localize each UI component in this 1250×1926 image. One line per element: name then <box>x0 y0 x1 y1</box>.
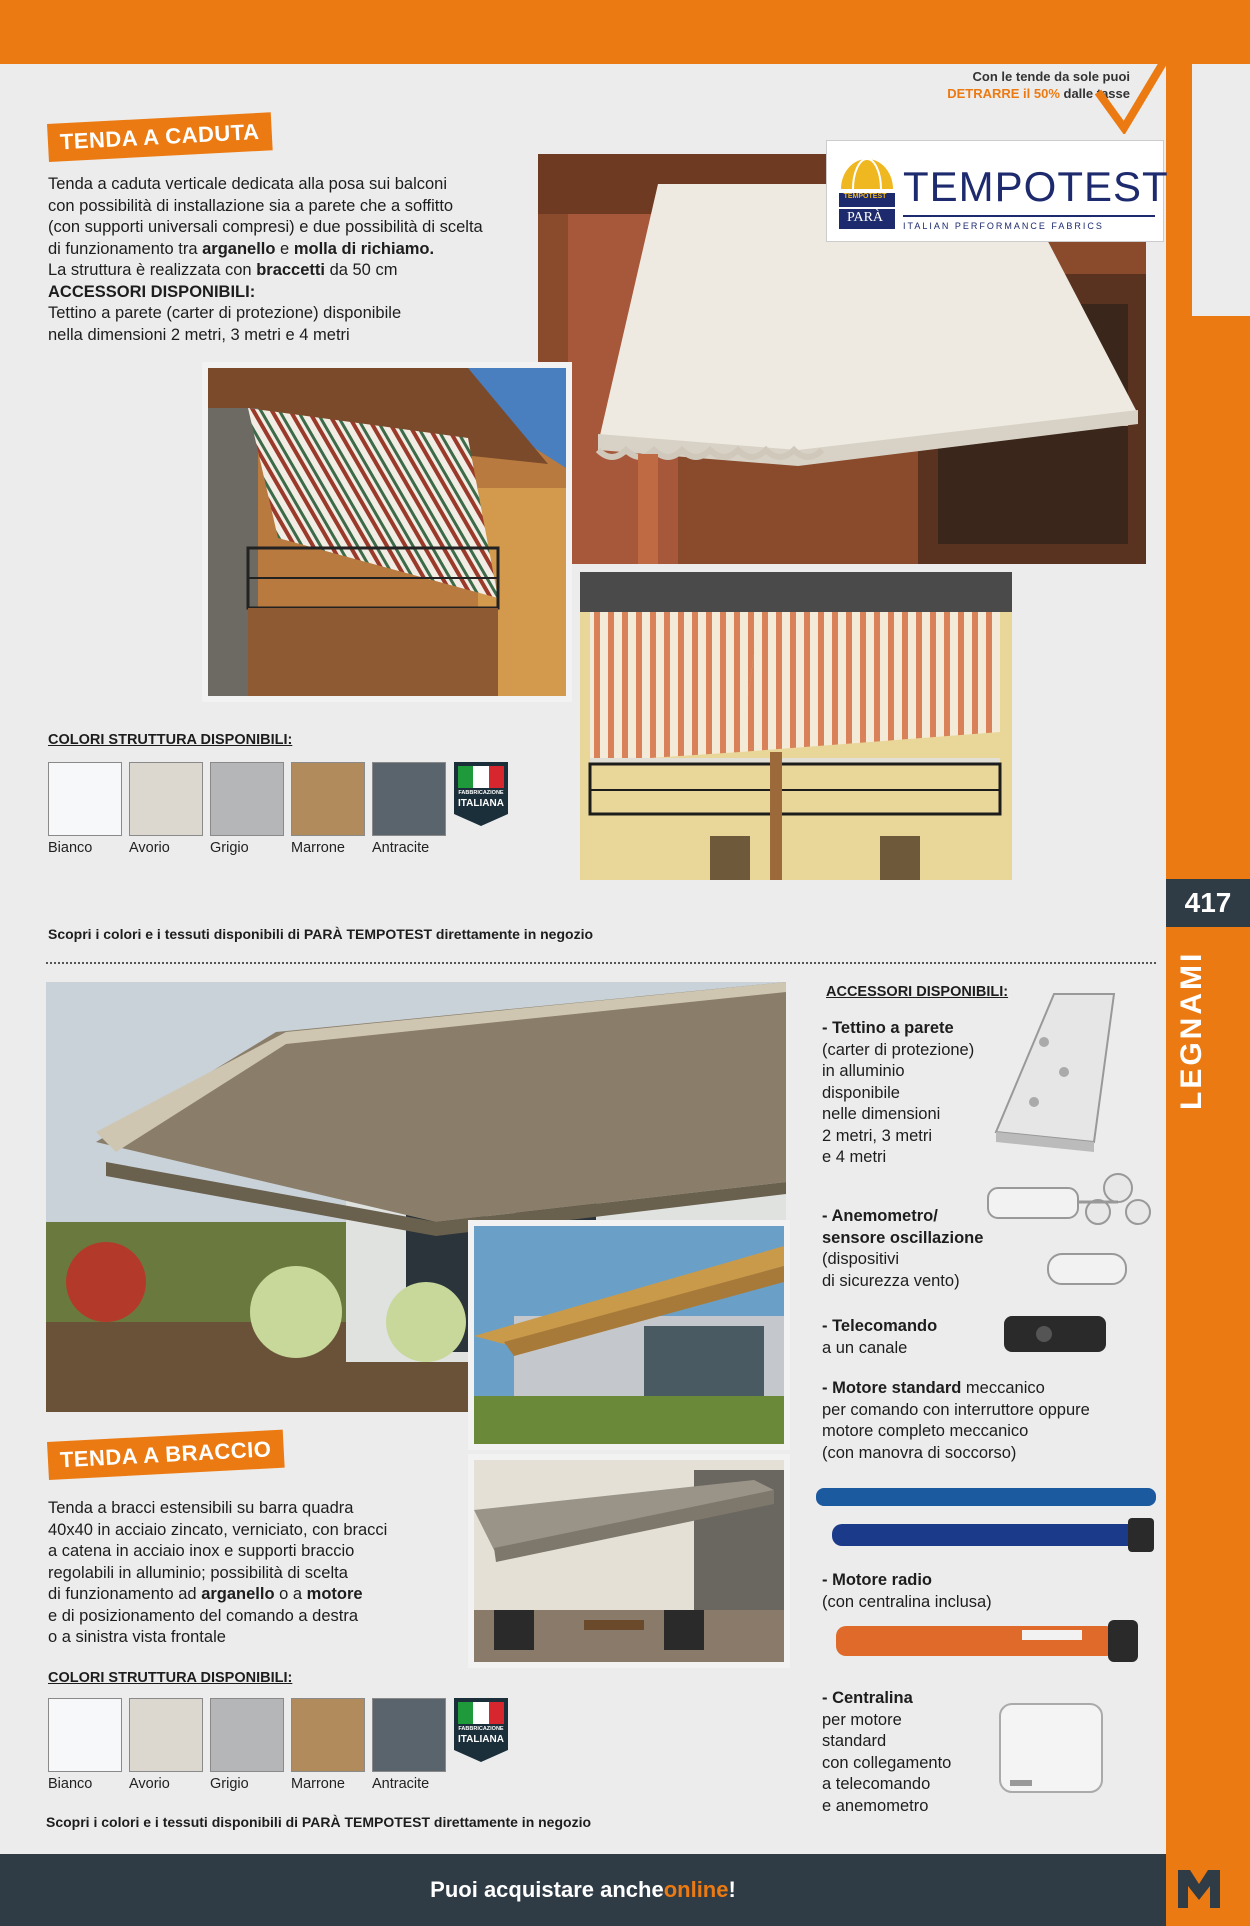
text-run: La struttura è realizzata con <box>48 261 257 279</box>
control-unit-icon <box>996 1700 1106 1796</box>
section-label: LEGNAMI <box>1175 950 1208 1110</box>
swatch-bianco <box>48 762 122 836</box>
acc-title: sensore oscillazione <box>822 1228 984 1247</box>
text-run: da 50 cm <box>324 261 398 279</box>
acc-line: di sicurezza vento) <box>822 1271 960 1290</box>
swatch-marrone <box>291 1698 365 1772</box>
acc-title: - Tettino a parete <box>822 1019 954 1037</box>
section2-desc-line: e di posizionamento del comando a destra <box>48 1606 359 1625</box>
text-run-bold: molla di richiamo. <box>293 239 435 258</box>
section2-disclaimer: Scopri i colori e i tessuti disponibili di PARÀ TEMPOTEST direttamente in negozio <box>46 1814 592 1830</box>
swatch-label: Marrone <box>291 840 345 856</box>
section2-desc-line: a catena in acciaio inox e supporti braccio <box>48 1542 355 1560</box>
swatch-label: Grigio <box>210 1776 249 1792</box>
text-run-bold: motore <box>306 1585 363 1603</box>
swatch-avorio <box>129 1698 203 1772</box>
acc-centralina <box>822 1688 1002 1817</box>
standard-motor-icon <box>812 1480 1160 1552</box>
swatch-label: Antracite <box>372 1776 430 1792</box>
badge-line1: FABBRICAZIONE <box>458 790 504 796</box>
logo-brand-name: TEMPOTEST <box>903 163 1169 210</box>
swatch-label: Grigio <box>210 840 249 856</box>
acc-line: (dispositivi <box>822 1250 900 1268</box>
swatch-marrone <box>291 762 365 836</box>
swatch-label: Avorio <box>129 840 170 856</box>
swatch-bianco <box>48 1698 122 1772</box>
acc-telecomando <box>822 1316 1002 1359</box>
photo-striped-awnings <box>580 572 1012 880</box>
section2-desc-line: o a sinistra vista frontale <box>48 1628 226 1646</box>
section2-desc-line: regolabili in alluminio; possibilità di scelta <box>48 1563 348 1582</box>
text-run: di funzionamento ad <box>48 1585 202 1603</box>
section1-desc-line <box>48 260 548 282</box>
section1-acc-line: Tettino a parete (carter di protezione) disponibile <box>48 304 402 322</box>
text-run: o a <box>274 1585 307 1603</box>
made-in-italy-badge <box>454 1698 508 1762</box>
acc-line: e 4 metri <box>822 1148 887 1166</box>
acc-line: 2 metri, 3 metri <box>822 1126 933 1145</box>
page-number: 417 <box>1166 879 1250 927</box>
text-run: di funzionamento tra <box>48 239 203 258</box>
section1-desc-line <box>48 239 548 261</box>
footer-end: ! <box>728 1877 736 1902</box>
acc-title: - Anemometro/ <box>822 1207 938 1225</box>
text-run: e <box>275 239 294 258</box>
section1-swatches <box>48 762 508 862</box>
badge-line1: FABBRICAZIONE <box>458 1726 504 1732</box>
section1-accessories-head: ACCESSORI DISPONIBILI: <box>48 282 256 301</box>
acc-line: nelle dimensioni <box>822 1105 941 1123</box>
acc-line: motore completo meccanico <box>822 1422 1029 1440</box>
section1-desc-line: (con supporti universali compresi) e due possibilità di scelta <box>48 218 483 236</box>
section1-description <box>48 174 548 346</box>
remote-control-icon <box>1002 1314 1108 1354</box>
acc-title: - Motore radio <box>822 1571 932 1589</box>
acc-line: in alluminio <box>822 1062 905 1080</box>
photo-arm-awning-patio <box>468 1454 790 1668</box>
swatch-label: Bianco <box>48 840 93 856</box>
checkmark-icon <box>1052 46 1176 134</box>
footer-online-link[interactable]: online <box>663 1877 729 1902</box>
section2-desc-line: 40x40 in acciaio zincato, verniciato, con bracci <box>48 1520 388 1539</box>
swatch-label: Marrone <box>291 1776 345 1792</box>
acc-line: standard <box>822 1732 887 1750</box>
badge-line2: ITALIANA <box>458 798 504 809</box>
section-divider <box>46 962 1156 964</box>
section2-description <box>48 1498 448 1649</box>
section2-swatches <box>48 1698 508 1798</box>
section1-disclaimer: Scopri i colori e i tessuti disponibili di PARÀ TEMPOTEST direttamente in negozio <box>48 926 594 942</box>
swatch-antracite <box>372 762 446 836</box>
logo-brand-sub: ITALIAN PERFORMANCE FABRICS <box>903 221 1104 231</box>
made-in-italy-badge <box>454 762 508 826</box>
section2-title: TENDA A BRACCIO <box>47 1430 284 1480</box>
tax-note-line1: Con le tende da sole puoi <box>972 69 1130 84</box>
swatch-label: Antracite <box>372 840 430 856</box>
acc-line: e anemometro <box>822 1796 929 1815</box>
photo-arm-awning-house <box>468 1220 790 1450</box>
acc-motore-radio <box>822 1570 1152 1613</box>
logo-para-text: PARÀ <box>846 210 884 225</box>
section1-desc-line: Tenda a caduta verticale dedicata alla posa sui balconi <box>48 175 448 193</box>
acc-line: per comando con interruttore oppure <box>822 1400 1090 1419</box>
section2-colors-head: COLORI STRUTTURA DISPONIBILI: <box>48 1670 293 1686</box>
footer-text: Puoi acquistare anche <box>430 1877 664 1902</box>
swatch-grigio <box>210 762 284 836</box>
acc-motore-standard <box>822 1378 1152 1464</box>
photo-striped-balcony <box>202 362 572 702</box>
acc-line: (carter di protezione) <box>822 1040 975 1059</box>
acc-title: - Telecomando <box>822 1317 938 1335</box>
wall-canopy-icon <box>994 992 1116 1154</box>
acc-title: - Centralina <box>822 1689 913 1707</box>
section1-title: TENDA A CADUTA <box>47 112 272 162</box>
text-run-bold: arganello <box>202 239 276 258</box>
swatch-avorio <box>129 762 203 836</box>
tax-note-rest: dalle tasse <box>1059 86 1130 101</box>
acc-line: a telecomando <box>822 1775 931 1793</box>
text-run-bold: arganello <box>201 1585 275 1603</box>
text-run-bold: braccetti <box>256 261 325 279</box>
acc-title-rest: meccanico <box>961 1379 1045 1397</box>
swatch-label: Avorio <box>129 1776 170 1792</box>
section2-desc-line <box>48 1584 448 1606</box>
accessories-head: ACCESSORI DISPONIBILI: <box>826 984 1009 1000</box>
logo-small-text: TEMPOTEST <box>843 193 887 200</box>
acc-line: (con centralina inclusa) <box>822 1592 992 1611</box>
logo-divider <box>903 215 1155 217</box>
section1-acc-line: nella dimensioni 2 metri, 3 metri e 4 metri <box>48 325 350 344</box>
tax-note-highlight: DETRARRE il 50% <box>947 86 1060 101</box>
acc-line: a un canale <box>822 1338 908 1357</box>
brand-m-logo-icon <box>1176 1866 1222 1910</box>
section1-desc-line: con possibilità di installazione sia a parete che a soffitto <box>48 196 454 215</box>
tempotest-logo <box>826 140 1169 242</box>
radio-motor-icon <box>832 1616 1142 1666</box>
acc-line: (con manovra di soccorso) <box>822 1443 1017 1462</box>
acc-tettino <box>822 1018 1002 1169</box>
acc-line: con collegamento <box>822 1753 952 1772</box>
acc-line: disponibile <box>822 1083 900 1102</box>
acc-line: per motore <box>822 1710 902 1729</box>
anemometer-icon <box>968 1168 1158 1292</box>
section2-desc-line: Tenda a bracci estensibili su barra quadra <box>48 1499 354 1517</box>
badge-line2: ITALIANA <box>458 1734 504 1745</box>
swatch-antracite <box>372 1698 446 1772</box>
acc-title: - Motore standard <box>822 1379 962 1397</box>
swatch-label: Bianco <box>48 1776 93 1792</box>
footer-banner <box>0 1854 1166 1926</box>
side-strip-notch <box>1192 64 1250 316</box>
swatch-grigio <box>210 1698 284 1772</box>
section1-colors-head: COLORI STRUTTURA DISPONIBILI: <box>48 732 293 748</box>
